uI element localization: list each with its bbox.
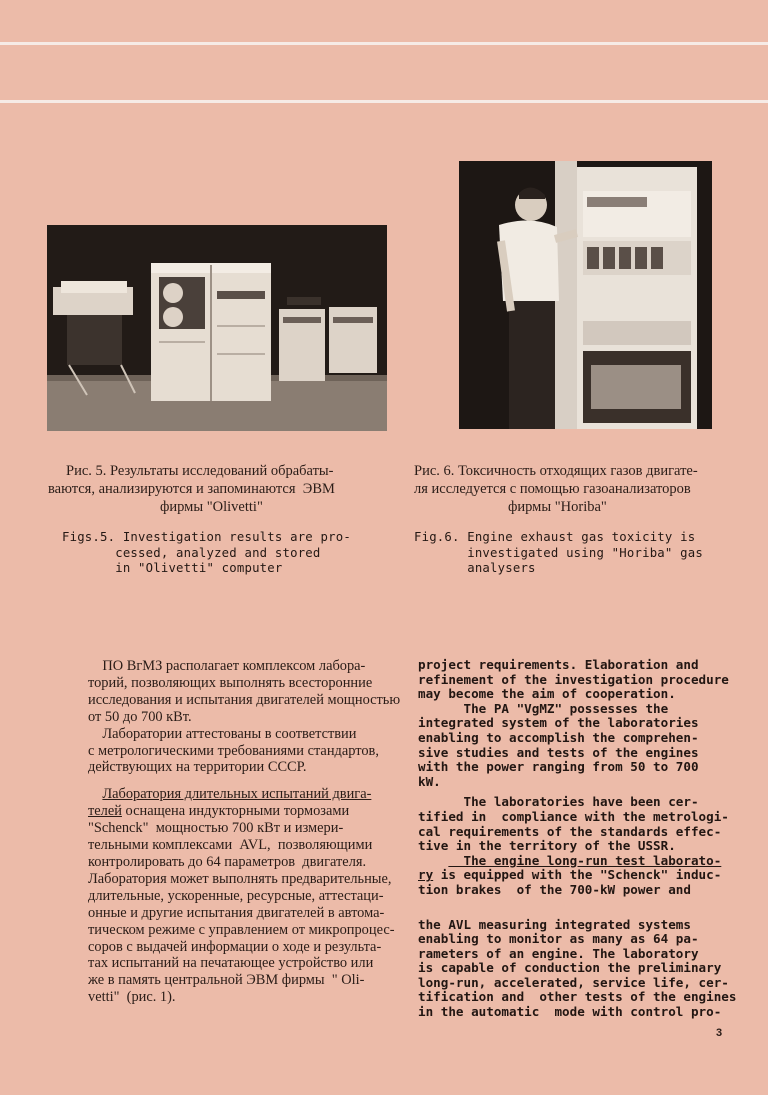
text-line: is capable of conduction the preliminary [418, 960, 722, 976]
figure-5-caption-en [62, 530, 351, 577]
text-line: tive in the territory of the USSR. [418, 838, 676, 854]
text-line: project requirements. Elaboration and [418, 657, 699, 672]
text-line: long-run, accelerated, service life, cer- [418, 974, 729, 990]
page-number: 3 [716, 1027, 723, 1039]
text-line: тическом режиме с управлением от микропроцес- [88, 921, 395, 938]
caption-line: фирмы "Horiba" [508, 499, 607, 515]
text-line: же в память центральной ЭВМ фирмы " Oli- [88, 972, 365, 989]
figure-6-caption-en [414, 530, 703, 577]
text-span: оснащена индукторными тормозами [121, 803, 350, 820]
figure-5-photo [47, 225, 387, 431]
text-line: kW. [418, 773, 441, 789]
text-line: enabling to monitor as many as 64 pa- [418, 931, 699, 947]
text-span: is equipped with the "Schenck" induc- [433, 867, 722, 883]
text-line: sive studies and tests of the engines [418, 744, 699, 760]
text-line: the AVL measuring integrated systems [418, 916, 691, 932]
text-line: торий, позволяющих выполнять всесторонние [88, 674, 373, 691]
text-line: vetti" (рис. 1). [88, 989, 176, 1006]
text-line: исследования и испытания двигателей мощностью [88, 691, 401, 708]
caption-line: ля исследуется с помощью газоанализаторов [414, 481, 691, 497]
figure-6-photo [459, 161, 712, 429]
text-line: тах испытаний на печатающее устройство или [88, 955, 374, 972]
text-line: действующих на территории СССР. [88, 759, 307, 776]
figure-6-caption-ru [414, 462, 698, 516]
text-line [418, 854, 738, 869]
text-line [88, 786, 408, 803]
text-line: соров с выдачей информации о ходе и результа- [88, 938, 382, 955]
caption-line: Рис. 6. Токсичность отходящих газов двигате- [414, 463, 698, 479]
top-rule-2 [0, 100, 768, 103]
underlined-heading: Лаборатория длительных испытаний двига- [102, 786, 372, 803]
underlined-heading: The engine long-run test laborato- [448, 852, 722, 868]
caption-line: ваются, анализируются и запоминаются ЭВМ [48, 481, 335, 497]
caption-line: cessed, analyzed and stored [62, 545, 321, 560]
body-text-ru [88, 658, 408, 1006]
caption-line: фирмы "Olivetti" [160, 499, 263, 515]
text-line: tion brakes of the 700-kW power and [418, 881, 691, 897]
text-line [418, 868, 738, 883]
text-line: ПО ВгМЗ располагает комплексом лабора- [88, 658, 366, 674]
text-line: онные и другие испытания двигателей в автома- [88, 904, 385, 921]
text-line: тельными комплексами AVL, позволяющими [88, 837, 373, 854]
text-line: may become the aim of cooperation. [418, 686, 676, 702]
figure-5-caption-ru [48, 462, 335, 516]
caption-line: Рис. 5. Результаты исследований обрабаты- [66, 463, 334, 479]
text-line: от 50 до 700 кВт. [88, 708, 192, 725]
text-line: with the power ranging from 50 to 700 [418, 759, 699, 775]
text-line: tification and other tests of the engines [418, 989, 737, 1005]
text-line: enabling to accomplish the comprehen- [418, 729, 699, 745]
body-text-en [418, 658, 738, 1020]
text-line: The laboratories have been cer- [418, 794, 699, 810]
caption-line: in "Olivetti" computer [62, 561, 283, 575]
caption-line: Fig.6. Engine exhaust gas toxicity is [414, 530, 696, 544]
text-line: Лаборатории аттестованы в соответствии [88, 725, 357, 742]
top-rule-1 [0, 42, 768, 45]
text-line: in the automatic mode with control pro- [418, 1004, 722, 1020]
text-line: The PA "VgMZ" possesses the [418, 700, 669, 716]
text-line: контролировать до 64 параметров двигателя. [88, 853, 367, 870]
text-line: integrated system of the laboratories [418, 715, 699, 731]
text-line: Лаборатория может выполнять предварительные, [88, 870, 392, 887]
text-line: refinement of the investigation procedure [418, 671, 729, 687]
text-line: длительные, ускоренные, ресурсные, аттестаци- [88, 887, 384, 904]
text-line: tified in compliance with the metrologi- [418, 808, 729, 824]
text-line [88, 803, 408, 820]
underlined-heading: ry [418, 867, 434, 883]
text-line: с метрологическими требованиями стандартов, [88, 742, 379, 759]
caption-line: Figs.5. Investigation results are pro- [62, 530, 351, 544]
text-line: "Schenck" мощностью 700 кВт и измери- [88, 820, 344, 837]
text-line: cal requirements of the standards effec- [418, 823, 722, 839]
text-line: rameters of an engine. The laboratory [418, 945, 699, 961]
caption-line: investigated using "Horiba" gas [414, 545, 703, 560]
underlined-heading: телей [88, 803, 122, 820]
caption-line: analysers [414, 561, 536, 575]
